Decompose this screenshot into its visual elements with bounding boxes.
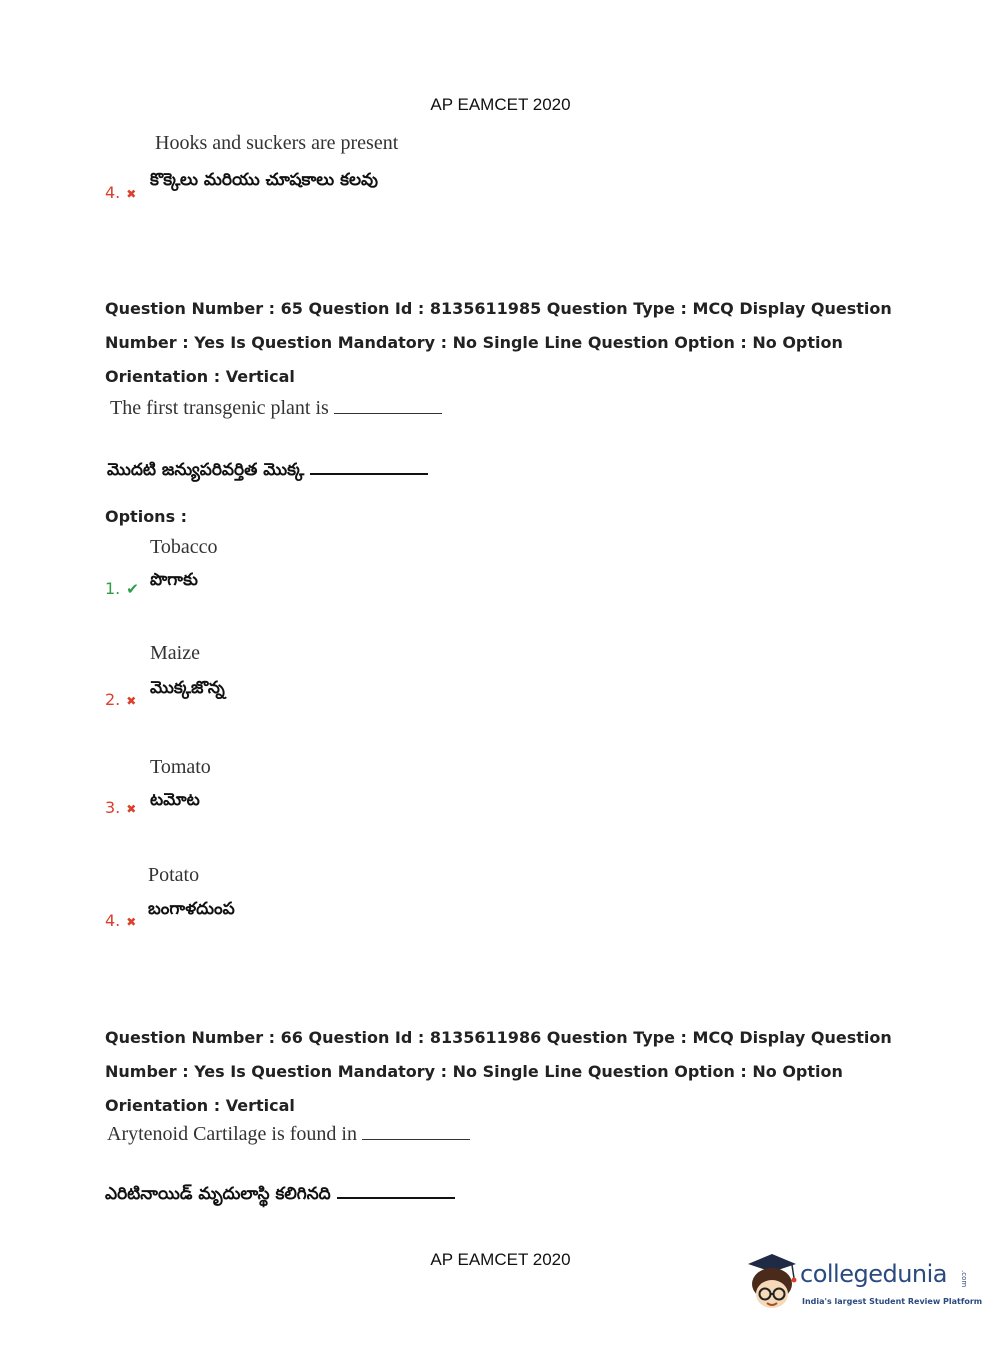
prev-option-4-marker [105,183,136,202]
q65-question-english [110,397,442,420]
q65-options-label: Options : [105,507,188,526]
q65-option-1-english: Tobacco [150,536,218,558]
q65-meta-line-3: Orientation : Vertical [105,367,295,386]
mascot-icon [742,1250,800,1314]
q66-meta-line-1: Question Number : 66 Question Id : 8135611986 Question Type : MCQ Display Question [105,1028,892,1047]
q65-option-4-english: Potato [148,864,200,886]
option-number: 2. [105,690,121,709]
option-number: 4. [105,911,121,930]
page-header: AP EAMCET 2020 [430,95,571,114]
q66-meta-line-3: Orientation : Vertical [105,1096,295,1115]
prev-option-4-telugu: కొక్కెలు మరియు చూషకాలు కలవు [150,170,378,190]
q66-question-telugu-text: ఎరిటినాయిడ్ మృదులాస్థి కలిగినది [105,1184,331,1204]
q65-question-telugu-text: మొదటి జన్యుపరివర్తిత మొక్క [107,460,305,480]
logo-name: collegedunia [800,1260,948,1288]
answer-blank [334,412,442,414]
option-number: 3. [105,798,121,817]
q65-option-4-marker [105,911,136,930]
q65-option-3-marker [105,798,136,817]
cross-icon: ✖ [126,802,137,816]
answer-blank [310,472,428,475]
q65-meta-line-1: Question Number : 65 Question Id : 8135611985 Question Type : MCQ Display Question [105,299,892,318]
option-number: 4. [105,183,121,202]
page-footer: AP EAMCET 2020 [430,1250,571,1269]
cross-icon: ✖ [126,187,137,201]
q65-option-2-telugu: మొక్కజొన్న [150,678,225,698]
q65-option-1-marker [105,579,139,598]
q65-question-english-text: The first transgenic plant is [110,397,329,419]
q65-meta-line-2: Number : Yes Is Question Mandatory : No Single Line Question Option : No Option [105,333,843,352]
answer-blank [337,1196,455,1199]
q65-question-telugu [107,460,428,484]
logo-suffix: .com [960,1270,968,1288]
option-number: 1. [105,579,121,598]
q65-option-4-telugu: బంగాళదుంప [148,899,235,919]
q65-option-1-telugu: పొగాకు [150,570,198,590]
q66-question-english-text: Arytenoid Cartilage is found in [107,1123,357,1145]
q65-option-3-telugu: టమోట [150,790,200,810]
cross-icon: ✖ [126,915,137,929]
q66-question-english [107,1123,470,1146]
q65-option-2-marker [105,690,136,709]
prev-option-4-english: Hooks and suckers are present [155,132,399,154]
q65-option-2-english: Maize [150,642,200,664]
q66-meta-line-2: Number : Yes Is Question Mandatory : No Single Line Question Option : No Option [105,1062,843,1081]
check-icon: ✔ [126,580,139,598]
logo-tagline: India's largest Student Review Platform [802,1297,983,1306]
q66-question-telugu [105,1184,455,1208]
q65-option-3-english: Tomato [150,756,211,778]
collegedunia-logo [742,1250,983,1320]
cross-icon: ✖ [126,694,137,708]
answer-blank [362,1138,470,1140]
